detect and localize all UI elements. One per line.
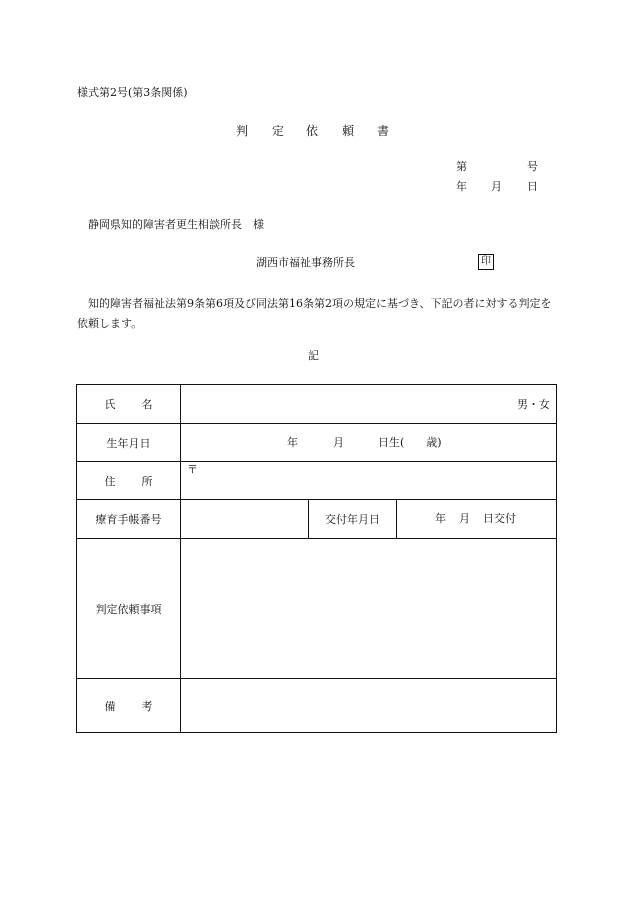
form-number: 様式第2号(第3条関係) <box>77 86 188 99</box>
techo-number-field[interactable] <box>181 500 309 539</box>
issue-date-label: 交付年月日 <box>309 500 397 539</box>
request-matter-label: 判定依頼事項 <box>77 539 181 679</box>
name-label: 氏 名 <box>77 385 181 424</box>
address-field[interactable] <box>181 462 557 500</box>
issue-gatsu: 月 <box>459 512 470 525</box>
sender-name: 湖西市福祉事務所長 <box>256 256 355 269</box>
title-char: 判 <box>236 124 249 138</box>
row-address <box>77 462 557 500</box>
document-title <box>0 124 630 140</box>
date-nichi: 日 <box>527 180 538 193</box>
request-matter-field[interactable] <box>181 539 557 679</box>
address-label: 住 所 <box>77 462 181 500</box>
row-request-matter <box>77 539 557 679</box>
postal-mark: 〒 <box>187 463 198 476</box>
birth-nen: 年 <box>287 436 298 449</box>
remarks-field[interactable] <box>181 679 557 733</box>
birthdate-label: 生年月日 <box>77 424 181 462</box>
issue-nen: 年 <box>435 512 446 525</box>
name-field[interactable] <box>181 385 557 424</box>
doc-number-dai: 第 <box>456 160 467 173</box>
ki-heading: 記 <box>308 349 319 362</box>
remarks-label: 備 考 <box>77 679 181 733</box>
row-techo <box>77 500 557 539</box>
row-name <box>77 385 557 424</box>
issue-date-field[interactable] <box>397 500 557 539</box>
birthdate-field[interactable] <box>181 424 557 462</box>
title-char: 依 <box>306 124 319 138</box>
gender-choice[interactable]: 男・女 <box>517 398 551 411</box>
addressee: 静岡県知的障害者更生相談所長 様 <box>88 218 264 231</box>
date-gatsu: 月 <box>491 180 502 193</box>
birth-rest: 日生( 歳) <box>378 436 442 449</box>
row-remarks <box>77 679 557 733</box>
title-char: 定 <box>272 124 285 138</box>
title-char: 頼 <box>342 124 355 138</box>
birth-gatsu: 月 <box>333 436 344 449</box>
techo-number-label: 療育手帳番号 <box>77 500 181 539</box>
seal-mark: 印 <box>478 254 494 270</box>
request-form-table <box>76 384 557 733</box>
date-nen: 年 <box>456 180 467 193</box>
issue-rest: 日交付 <box>483 512 516 525</box>
row-birthdate <box>77 424 557 462</box>
title-char: 書 <box>377 124 390 138</box>
request-body-text: 知的障害者福祉法第9条第6項及び同法第16条第2項の規定に基づき、下記の者に対する判定を依頼します。 <box>77 297 552 330</box>
doc-number-go: 号 <box>527 160 538 173</box>
